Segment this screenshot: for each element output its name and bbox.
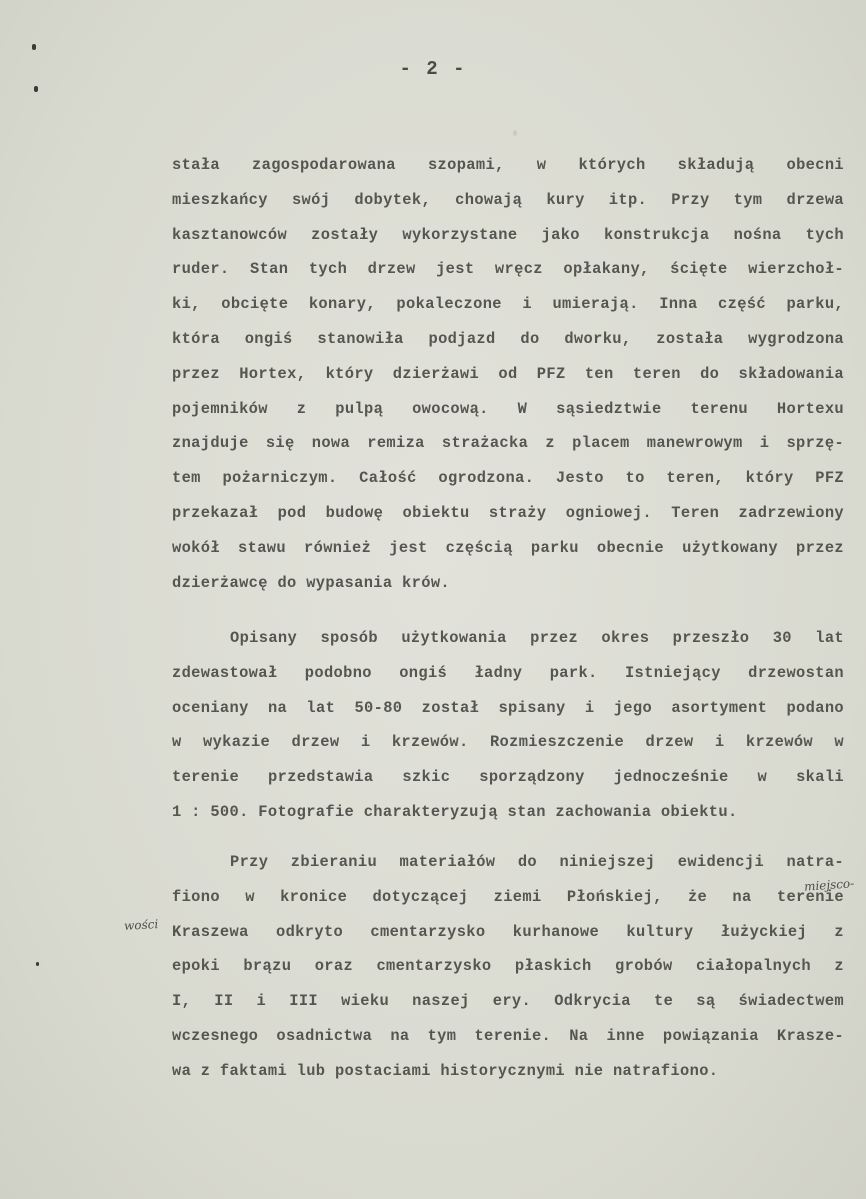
text-line: mieszkańcy swój dobytek, chowają kury itp. Przy tym drzewa (172, 190, 844, 209)
text-line: terenie przedstawia szkic sporządzony jednocześnie w skali (172, 768, 844, 787)
text-line: wokół stawu również jest częścią parku obecnie użytkowany przez (172, 538, 844, 557)
text-line: 1 : 500. Fotografie charakteryzują stan zachowania obiektu. (172, 802, 738, 821)
text-line: w wykazie drzew i krzewów. Rozmieszczenie drzew i krzewów w (172, 733, 844, 752)
text-line: pojemników z pulpą owocową. W sąsiedztwie terenu Hortexu (172, 399, 844, 418)
punch-hole-mark (36, 962, 39, 966)
text-line: epoki brązu oraz cmentarzysko płaskich grobów ciałopalnych z (172, 957, 844, 976)
text-line: wa z faktami lub postaciami historycznymi nie natrafiono. (172, 1061, 719, 1080)
text-line: I, II i III wieku naszej ery. Odkrycia te są świadectwem (172, 992, 844, 1011)
text-line: Opisany sposób użytkowania przez okres przeszło 30 lat (230, 629, 844, 647)
text-line: stała zagospodarowana szopami, w których składują obecni (172, 156, 844, 174)
text-line: kasztanowców zostały wykorzystane jako konstrukcja nośna tych (172, 225, 844, 244)
text-line: oceniany na lat 50-80 został spisany i jego asortyment podano (172, 698, 844, 717)
text-line: Przy zbieraniu materiałów do niniejszej ewidencji natra- (230, 853, 844, 871)
text-line: wczesnego osadnictwa na tym terenie. Na inne powiązania Krasze- (172, 1026, 844, 1045)
paper-stain (513, 130, 517, 136)
handwritten-note-right: miejsco- (803, 876, 855, 894)
punch-hole-mark (34, 86, 38, 92)
text-line: przekazał pod budowę obiektu straży ogniowej. Teren zadrzewiony (172, 503, 844, 522)
text-line: fiono w kronice dotyczącej ziemi Płońskiej, że na terenie (172, 887, 844, 906)
paragraph-2 (172, 621, 844, 830)
page-number: - 2 - (399, 58, 467, 80)
text-line: zdewastował podobno ongiś ładny park. Istniejący drzewostan (172, 663, 844, 682)
text-line: ruder. Stan tych drzew jest wręcz opłakany, ścięte wierzchoł- (172, 260, 844, 279)
paragraph-3 (172, 845, 844, 1089)
text-line: tem pożarniczym. Całość ogrodzona. Jesto to teren, który PFZ (172, 469, 844, 488)
text-line: która ongiś stanowiła podjazd do dworku, została wygrodzona (172, 329, 844, 348)
text-line: znajduje się nowa remiza strażacka z placem manewrowym i sprzę- (172, 434, 844, 453)
paragraph-1 (172, 148, 844, 600)
text-line: ki, obcięte konary, pokaleczone i umierają. Inna część parku, (172, 295, 844, 314)
punch-hole-mark (32, 44, 36, 50)
handwritten-note-left: wości (123, 917, 159, 933)
text-line: przez Hortex, który dzierżawi od PFZ ten teren do składowania (172, 364, 844, 383)
text-line: Kraszewa odkryto cmentarzysko kurhanowe kultury łużyckiej z (172, 922, 844, 941)
text-line: dzierżawcę do wypasania krów. (172, 573, 450, 592)
